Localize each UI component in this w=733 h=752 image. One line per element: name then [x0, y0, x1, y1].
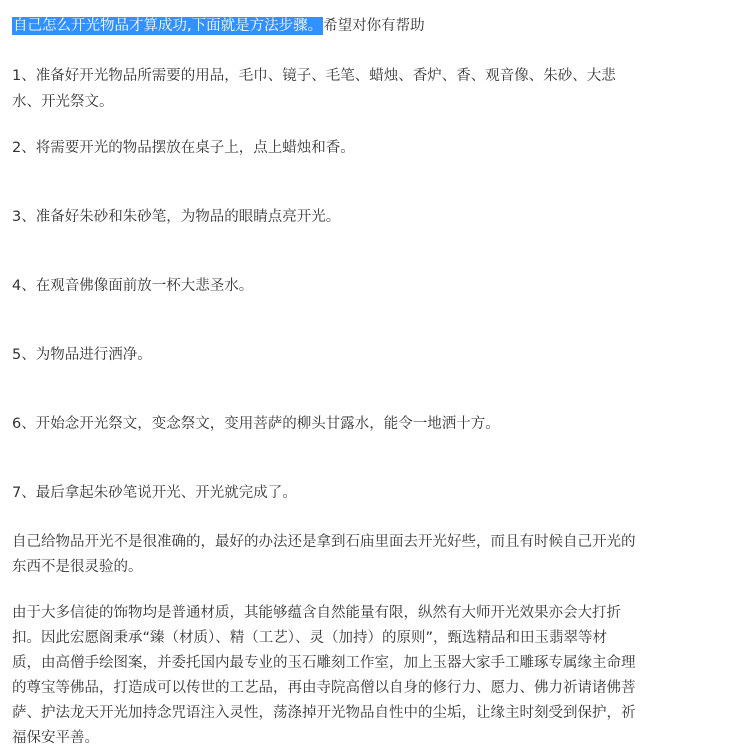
step-4: 4、在观音佛像面前放一杯大悲圣水。	[12, 278, 254, 294]
closing-line-5: 萨、护法龙天开光加持念咒语注入灵性，荡涤掉开光物品自性中的尘垢，让缘主时刻受到保护，祈	[12, 705, 636, 721]
intro-rest-text: 希望对你有帮助	[323, 18, 425, 34]
note-line-2: 东西不是很灵验的。	[12, 559, 143, 575]
closing-line-3: 质，由高僧手绘图案，并委托国内最专业的玉石雕刻工作室，加上玉器大家手工雕琢专属缘主命理	[12, 655, 636, 671]
closing-line-1: 由于大多信徒的饰物均是普通材质，其能够蕴含自然能量有限，纵然有大师开光效果亦会大打折	[12, 605, 621, 621]
step-1-line-1: 1、准备好开光物品所需要的用品，毛巾、镜子、毛笔、蜡烛、香炉、香、观音像、朱砂、大悲	[12, 68, 616, 84]
step-3: 3、准备好朱砂和朱砂笔，为物品的眼睛点亮开光。	[12, 209, 341, 225]
step-1-line-2: 水、开光祭文。	[12, 94, 114, 110]
selected-text[interactable]: 自己怎么开光物品才算成功,下面就是方法步骤。	[13, 18, 323, 34]
step-5: 5、为物品进行洒净。	[12, 347, 152, 363]
note-line-1: 自己给物品开光不是很准确的，最好的办法还是拿到石庙里面去开光好些，而且有时候自己开光的	[12, 534, 636, 550]
closing-line-2: 扣。因此宏愿阁秉承“臻（材质）、精（工艺）、灵（加持）的原则”，甄选精品和田玉翡翠等材	[12, 630, 608, 646]
closing-line-6: 福保安平善。	[12, 730, 99, 746]
step-6: 6、开始念开光祭文，变念祭文，变用菩萨的柳头甘露水，能令一地洒十方。	[12, 416, 500, 432]
closing-line-4: 的尊宝等佛品，打造成可以传世的工艺品，再由寺院高僧以自身的修行力、愿力、佛力祈请诸佛菩	[12, 680, 636, 696]
intro-line	[12, 16, 425, 36]
step-7: 7、最后拿起朱砂笔说开光、开光就完成了。	[12, 485, 297, 501]
step-2: 2、将需要开光的物品摆放在桌子上，点上蜡烛和香。	[12, 140, 355, 156]
